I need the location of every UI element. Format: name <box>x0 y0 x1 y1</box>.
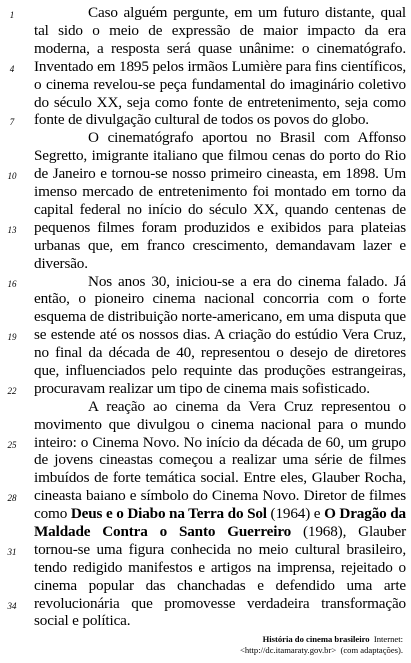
text-line: cineasta baiano e símbolo do Cinema Novo. Diretor de filmes <box>34 487 406 504</box>
text-line: tal sido o meio de expressão de maior impacto da era <box>34 22 406 39</box>
text-line: social e política. <box>34 612 131 629</box>
text-line: do século XX, seja como fonte de entretenimento, seja como <box>34 94 406 111</box>
text-line: inteiro: o Cinema Novo. No início da década de 60, um grupo <box>34 434 406 451</box>
line-number: 13 <box>7 225 17 235</box>
text-line: cinema popular das chanchadas e defendido uma arte <box>34 577 406 594</box>
text-line: fonte de divulgação cultural de todos os povos do globo. <box>34 111 369 128</box>
text-line: movimento que divulgou o cinema nacional para o mundo <box>34 416 406 433</box>
text-fragment: como <box>34 505 71 522</box>
line-number: 4 <box>9 64 15 74</box>
text-line: de Janeiro e tornou-se nosso primeiro cineasta, em 1898. Um <box>34 165 406 182</box>
line-number: 34 <box>7 601 17 611</box>
text-line: capital federal no início do século XX, quando centenas de <box>34 201 406 218</box>
text-line: tornou-se uma figura conhecida no meio cultural brasileiro, <box>34 541 406 558</box>
text-line: então, o pioneiro cinema nacional concorria com o forte <box>34 290 406 307</box>
text-line: imenso mercado de entretenimento foi montado em torno da <box>34 183 406 200</box>
line-number: 7 <box>9 117 15 127</box>
film-title: O Dragão da <box>324 505 406 522</box>
text-line: que, influenciados pelo requinte das produções estrangeiras, <box>34 362 406 379</box>
text-line: Caso alguém pergunte, em um futuro distante, qual <box>88 4 406 21</box>
text-line: no final da década de 40, representou o desejo de diretores <box>34 344 406 361</box>
line-number: 19 <box>7 332 17 342</box>
text-line: procuravam realizar um tipo de cinema mais sofisticado. <box>34 380 370 397</box>
source-url: <http://dc.itamaraty.gov.br> <box>240 645 337 655</box>
text-line: esquema de distribuição norte-americano, em uma disputa que <box>34 308 406 325</box>
text-line: Nos anos 30, iniciou-se a era do cinema falado. Já <box>88 273 406 290</box>
text-line: O cinematógrafo aportou no Brasil com Affonso <box>88 129 406 146</box>
text-line: revolucionária que promovesse verdadeira transformação <box>34 595 406 612</box>
text-line: moderna, a resposta será quase unânime: o cinematógrafo. <box>34 40 406 57</box>
source-citation-url <box>240 645 403 656</box>
line-number: 22 <box>7 386 17 396</box>
text-line: Segretto, imigrante italiano que filmou cenas do porto do Rio <box>34 147 406 164</box>
text-line: Inventado em 1895 pelos irmãos Lumière para fins científicos, <box>34 58 406 75</box>
line-number: 10 <box>7 171 17 181</box>
text-fragment: (1968), Glauber <box>291 523 406 540</box>
text-fragment: (1964) e <box>266 505 325 522</box>
line-number: 25 <box>7 440 17 450</box>
source-title: História do cinema brasileiro <box>262 634 370 644</box>
line-number: 28 <box>7 493 17 503</box>
text-line: urbanas que, em franco crescimento, demandavam lazer e <box>34 237 406 254</box>
film-title: Maldade Contra o Santo Guerreiro <box>34 523 292 540</box>
text-line: diversão. <box>34 255 88 272</box>
source-citation <box>263 634 403 645</box>
source-note: (com adaptações). <box>340 645 403 655</box>
line-number: 1 <box>9 10 15 20</box>
text-line-with-titles <box>34 505 406 523</box>
text-line: imbuídos de forte temática social. Entre eles, Glauber Rocha, <box>34 469 406 486</box>
text-line: pequenos filmes foram produzidos e exibidos para plateias <box>34 219 406 236</box>
source-label: Internet: <box>373 634 403 644</box>
line-number: 16 <box>7 279 17 289</box>
text-line: de jovens cineastas começou a realizar uma série de filmes <box>34 451 406 468</box>
text-line: se estende até os nossos dias. A criação do estúdio Vera Cruz, <box>34 326 406 343</box>
film-title: Deus e o Diabo na Terra do Sol <box>70 505 267 522</box>
line-number: 31 <box>7 547 17 557</box>
text-line: A reação ao cinema da Vera Cruz representou o <box>88 398 406 415</box>
text-line-with-titles <box>34 523 406 541</box>
text-line: tendo redigido manifestos e artigos na imprensa, rejeitado o <box>34 559 406 576</box>
text-line: o cinema revelou-se peça fundamental do imaginário coletivo <box>34 76 406 93</box>
